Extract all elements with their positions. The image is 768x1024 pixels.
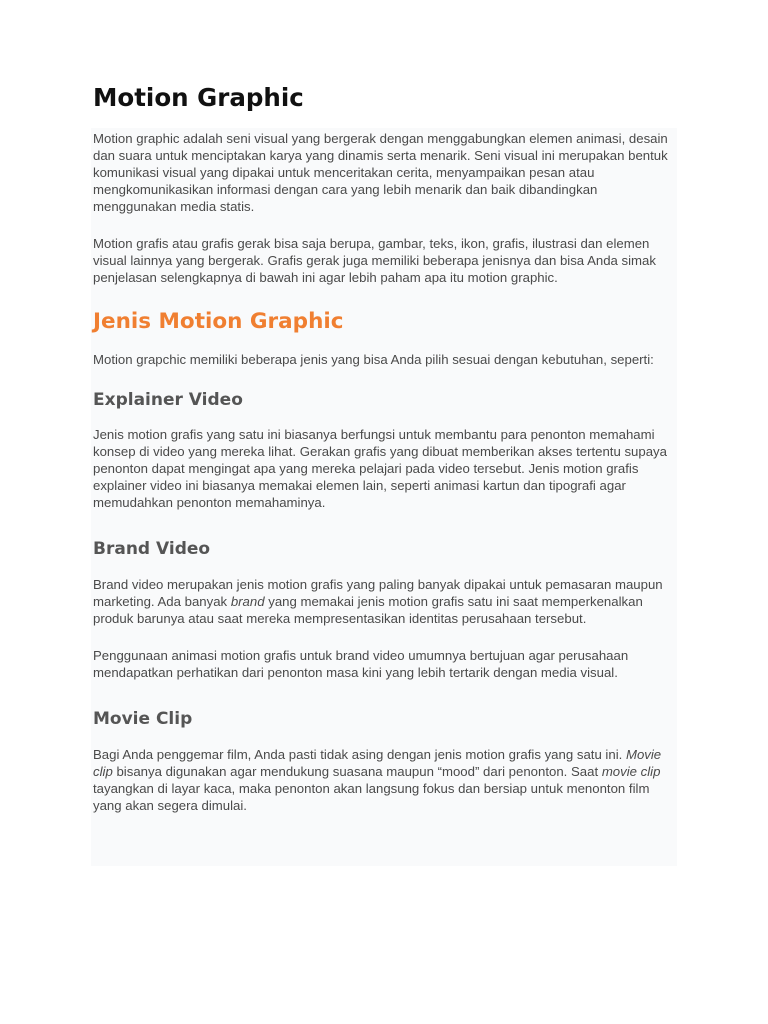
movie-paragraph-text-c: tayangkan di layar kaca, maka penonton akan langsung fokus dan bersiap untuk menonton film yang akan segera dimulai. (93, 781, 650, 813)
brand-paragraph-1-emphasis: brand (230, 594, 265, 609)
brand-paragraph-2: Penggunaan animasi motion grafis untuk brand video umumnya bertujuan agar perusahaan mendapatkan perhatikan dari penonton masa kini yang lebih tertarik dengan media visual. (93, 648, 629, 680)
subheading-movie-clip: Movie Clip (93, 709, 193, 729)
brand-paragraph-1-text-a: Brand video merupakan jenis motion grafis yang paling banyak dipakai untuk pemasaran maupun marketing. Ada banyak (93, 577, 663, 609)
movie-paragraph-emphasis-1: Movie clip (93, 747, 662, 779)
page-title: Motion Graphic (93, 83, 304, 112)
movie-paragraph-text-b: bisanya digunakan agar mendukung suasana maupun “mood” dari penonton. Saat (112, 764, 602, 779)
intro-paragraph-2: Motion grafis atau grafis gerak bisa saja berupa, gambar, teks, ikon, grafis, ilustrasi dan elemen visual lainnya yang bergerak. Grafis gerak juga memiliki beberapa jenisnya dan bisa Anda simak penjelasan selengkapnya di bawah ini agar lebih paham apa itu motion graphic. (93, 236, 656, 285)
brand-paragraph-1-text-b: yang memakai jenis motion grafis satu ini saat memperkenalkan produk barunya atau saat mereka mempresentasikan identitas perusahaan tersebut. (93, 594, 643, 626)
document-body (93, 80, 677, 814)
movie-paragraph-emphasis-2: movie clip (601, 764, 661, 779)
intro-paragraph-1: Motion graphic adalah seni visual yang bergerak dengan menggabungkan elemen animasi, desain dan suara untuk menciptakan karya yang dinamis serta menarik. Seni visual ini merupakan bentuk komunikasi visual yang dipakai untuk menceritakan cerita, menyampaikan pesan atau mengkomunikasikan informasi dengan cara yang lebih menarik dan baik dibandingkan menggunakan media statis. (93, 131, 668, 214)
section-heading-jenis: Jenis Motion Graphic (93, 309, 344, 334)
subheading-explainer-video: Explainer Video (93, 390, 243, 410)
subheading-brand-video: Brand Video (93, 539, 211, 559)
explainer-paragraph: Jenis motion grafis yang satu ini biasanya berfungsi untuk membantu para penonton memahami konsep di video yang mereka lihat. Gerakan grafis yang dibuat memberikan akses tertentu supaya penonton dapat mengingat apa yang mereka pelajari pada video tersebut. Jenis motion grafis explainer video ini biasanya memakai elemen lain, seperti animasi kartun dan tipografi agar memudahkan penonton memahaminya. (93, 427, 667, 510)
brand-paragraph-1 (93, 576, 677, 627)
jenis-intro-paragraph: Motion grapchic memiliki beberapa jenis yang bisa Anda pilih sesuai dengan kebutuhan, seperti: (93, 352, 654, 367)
movie-paragraph-text-a: Bagi Anda penggemar film, Anda pasti tidak asing dengan jenis motion grafis yang satu ini. (93, 747, 626, 762)
movie-paragraph (93, 746, 677, 814)
